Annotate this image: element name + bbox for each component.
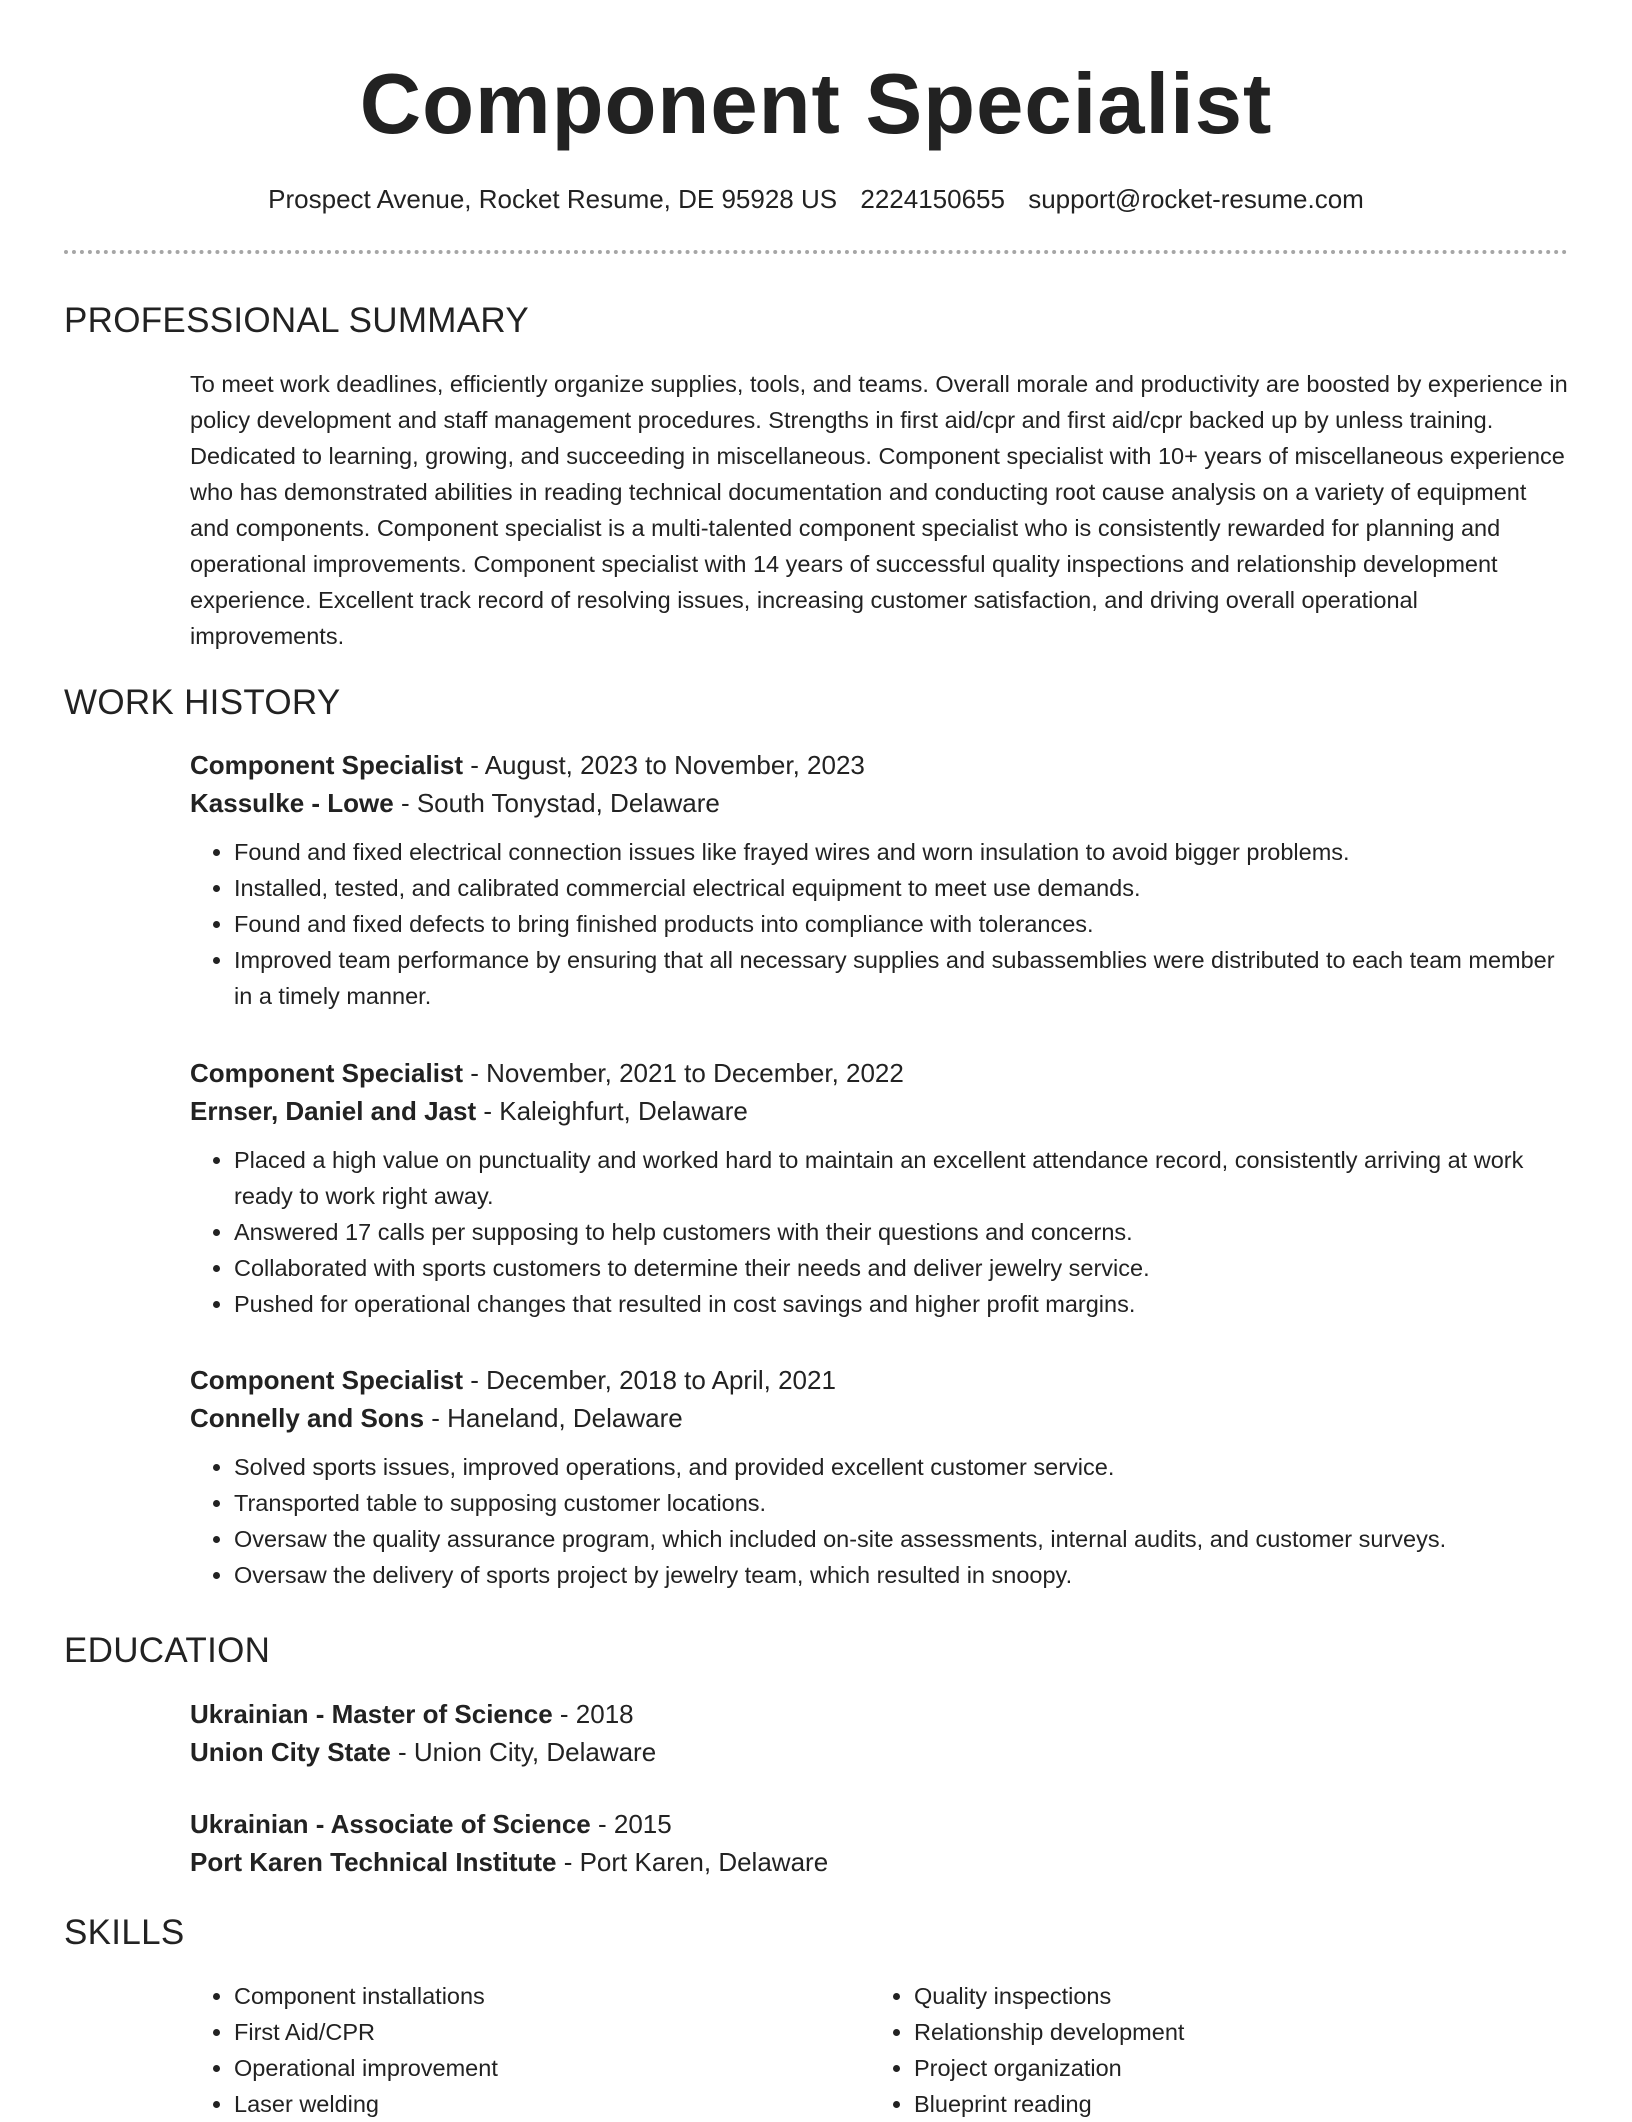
job-bullet: • Oversaw the delivery of sports project by jewelry team, which resulted in snoopy. — [234, 1557, 1570, 1593]
education-entry — [190, 1695, 1570, 1771]
education-location: - Union City, Delaware — [390, 1737, 657, 1767]
job-company: Kassulke - Lowe — [190, 788, 394, 818]
skills-column-right — [870, 1978, 1490, 2122]
job-title-line — [190, 1054, 1570, 1092]
contact-phone: 2224150655 — [860, 184, 1005, 214]
job-bullet: • Found and fixed electrical connection issues like frayed wires and worn insulation to avoid bigger problems. — [234, 834, 1570, 870]
job-entry — [190, 1054, 1570, 1322]
education-degree-line — [190, 1805, 1570, 1843]
job-bullets — [190, 1142, 1570, 1322]
job-title-line — [190, 746, 1570, 784]
job-bullet: • Improved team performance by ensuring that all necessary supplies and subassemblies were distributed to each team member in a timely manner. — [234, 942, 1570, 1014]
contact-line — [0, 182, 1632, 216]
work-history-heading: WORK HISTORY — [64, 683, 341, 722]
skill-item: • Blueprint reading — [914, 2086, 1490, 2122]
education-degree: Ukrainian - Master of Science — [190, 1699, 553, 1729]
job-company: Connelly and Sons — [190, 1403, 425, 1433]
contact-email: support@rocket-resume.com — [1028, 184, 1364, 214]
education-heading: EDUCATION — [64, 1631, 271, 1670]
job-location: - Kaleighfurt, Delaware — [476, 1096, 748, 1126]
header-divider — [64, 250, 1568, 254]
education-degree-line — [190, 1695, 1570, 1733]
education-school-line — [190, 1843, 1570, 1881]
job-location: - Haneland, Delaware — [424, 1403, 683, 1433]
education-school-line — [190, 1733, 1570, 1771]
job-company-line — [190, 1092, 1570, 1130]
contact-address: Prospect Avenue, Rocket Resume, DE 95928 US — [268, 184, 838, 214]
job-bullet: • Pushed for operational changes that resulted in cost savings and higher profit margins. — [234, 1286, 1570, 1322]
job-bullet: • Answered 17 calls per supposing to help customers with their questions and concerns. — [234, 1214, 1570, 1250]
skill-item: • Relationship development — [914, 2014, 1490, 2050]
job-location: - South Tonystad, Delaware — [393, 788, 720, 818]
skill-item: • Component installations — [234, 1978, 810, 2014]
job-role: Component Specialist — [190, 750, 464, 780]
job-dates: - November, 2021 to December, 2022 — [463, 1058, 904, 1088]
education-year: - 2015 — [590, 1809, 672, 1839]
job-company-line — [190, 1399, 1570, 1437]
job-bullets — [190, 1449, 1570, 1593]
job-company: Ernser, Daniel and Jast — [190, 1096, 477, 1126]
skill-item: • Operational improvement — [234, 2050, 810, 2086]
job-entry — [190, 1361, 1570, 1593]
job-dates: - August, 2023 to November, 2023 — [463, 750, 865, 780]
job-bullet: • Installed, tested, and calibrated commercial electrical equipment to meet use demands. — [234, 870, 1570, 906]
skills-list — [870, 1978, 1490, 2122]
job-bullets — [190, 834, 1570, 1014]
job-title-line — [190, 1361, 1570, 1399]
summary-text: To meet work deadlines, efficiently organize supplies, tools, and teams. Overall morale and productivity are boosted by experience in policy development and staff management procedures. Strengths in first aid/cpr and first aid/cpr backed up by unless training. Dedicated to learning, growing, and succeeding in miscellaneous. Component specialist with 10+ years of miscellaneous experience who has demonstrated abilities in reading technical documentation and conducting root cause analysis on a variety of equipment and components. Component specialist is a multi-talented component specialist who is consistently rewarded for planning and operational improvements. Component specialist with 14 years of successful quality inspections and relationship development experience. Excellent track record of resolving issues, increasing customer satisfaction, and driving overall operational improvements. — [190, 371, 1568, 649]
skills-list — [190, 1978, 810, 2122]
skill-item: • Quality inspections — [914, 1978, 1490, 2014]
skill-item: • Laser welding — [234, 2086, 810, 2122]
summary-heading: PROFESSIONAL SUMMARY — [64, 301, 529, 340]
education-degree: Ukrainian - Associate of Science — [190, 1809, 591, 1839]
job-role: Component Specialist — [190, 1058, 464, 1088]
job-bullet: • Transported table to supposing customer locations. — [234, 1485, 1570, 1521]
education-year: - 2018 — [552, 1699, 634, 1729]
skill-item: • Project organization — [914, 2050, 1490, 2086]
job-bullet: • Placed a high value on punctuality and worked hard to maintain an excellent attendance record, consistently arriving at work ready to work right away. — [234, 1142, 1570, 1214]
job-dates: - December, 2018 to April, 2021 — [463, 1365, 836, 1395]
resume-name: Component Specialist — [359, 57, 1273, 152]
job-bullet: • Solved sports issues, improved operations, and provided excellent customer service. — [234, 1449, 1570, 1485]
education-location: - Port Karen, Delaware — [556, 1847, 829, 1877]
job-entry — [190, 746, 1570, 1014]
job-bullet: • Oversaw the quality assurance program, which included on-site assessments, internal audits, and customer surveys. — [234, 1521, 1570, 1557]
skills-heading: SKILLS — [64, 1913, 185, 1952]
job-bullet: • Found and fixed defects to bring finished products into compliance with tolerances. — [234, 906, 1570, 942]
education-entry — [190, 1805, 1570, 1881]
skills-column-left — [190, 1978, 810, 2122]
job-bullet: • Collaborated with sports customers to determine their needs and deliver jewelry service. — [234, 1250, 1570, 1286]
job-role: Component Specialist — [190, 1365, 464, 1395]
education-school: Union City State — [190, 1737, 391, 1767]
job-company-line — [190, 784, 1570, 822]
education-school: Port Karen Technical Institute — [190, 1847, 557, 1877]
skill-item: • First Aid/CPR — [234, 2014, 810, 2050]
